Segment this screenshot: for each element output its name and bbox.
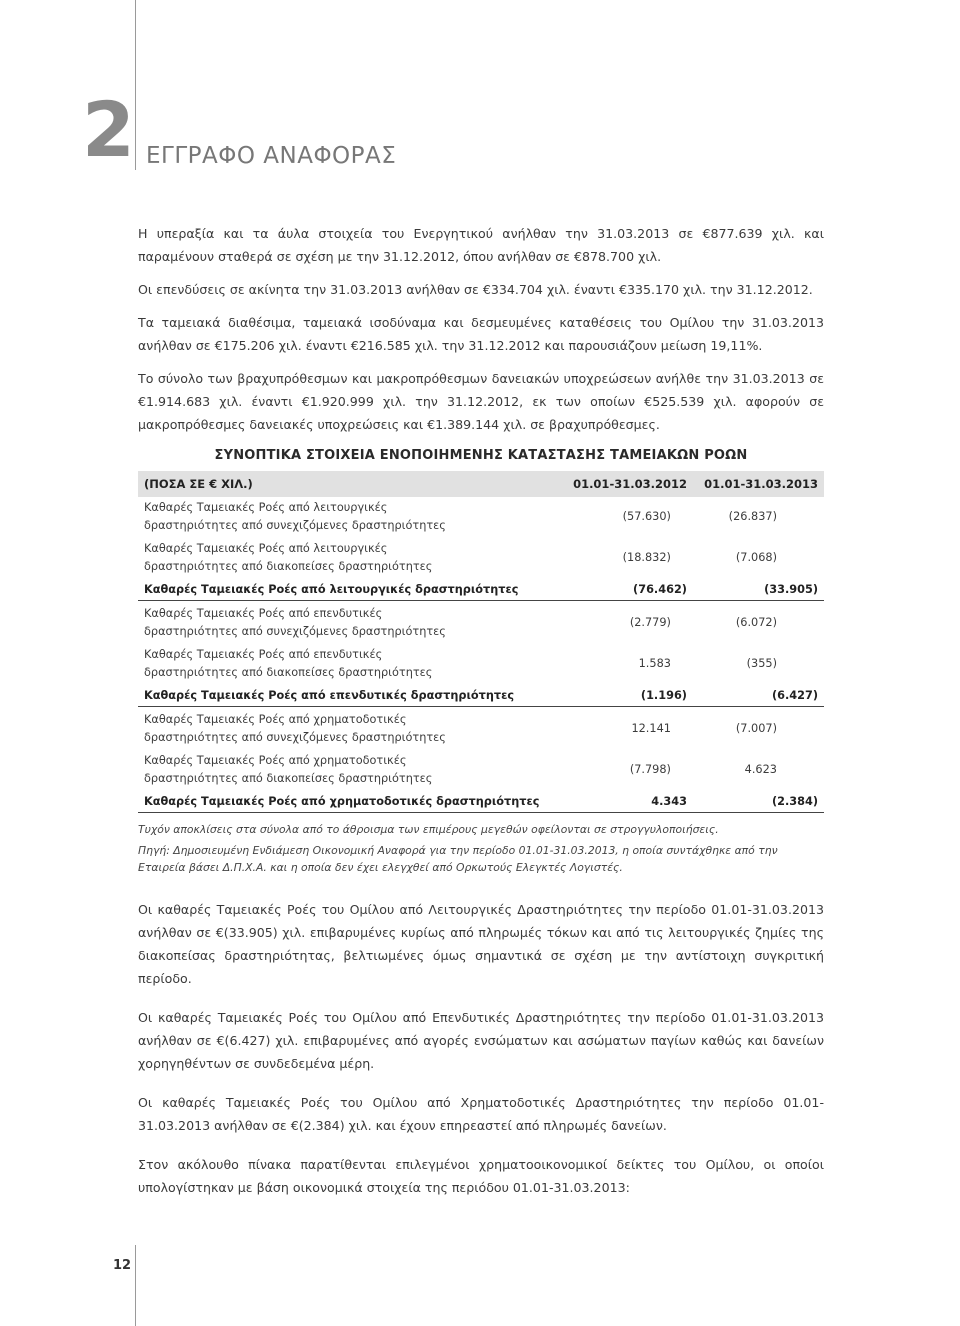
value-2013: (33.905) <box>693 579 824 601</box>
page-content <box>138 222 824 1215</box>
row-label: Καθαρές Ταμειακές Ροές από επενδυτικές δραστηριότητες <box>138 685 562 707</box>
row-label: Καθαρές Ταμειακές Ροές από λειτουργικές δραστηριότητες από διακοπείσες δραστηριότητες <box>138 538 562 579</box>
cash-flow-table <box>138 471 824 813</box>
table-notes <box>138 821 824 876</box>
row-label: Καθαρές Ταμειακές Ροές από χρηματοδοτικές δραστηριότητες από συνεχιζόμενες δραστηριότητες <box>138 707 562 750</box>
value-2012: 12.141 <box>562 707 693 750</box>
row-label: Καθαρές Ταμειακές Ροές από λειτουργικές δραστηριότητες από συνεχιζόμενες δραστηριότητες <box>138 497 562 538</box>
value-2012: (18.832) <box>562 538 693 579</box>
header-col-2013: 01.01-31.03.2013 <box>693 471 824 497</box>
table-total-row <box>138 685 824 707</box>
value-2013: (7.007) <box>693 707 824 750</box>
row-label: Καθαρές Ταμειακές Ροές από χρηματοδοτικές δραστηριότητες <box>138 791 562 813</box>
table-row <box>138 750 824 791</box>
table-row <box>138 497 824 538</box>
paragraph-investment-property: Οι επενδύσεις σε ακίνητα την 31.03.2013 ανήλθαν σε €334.704 χιλ. έναντι €335.170 χιλ. την 31.12.2012. <box>138 282 813 297</box>
value-2012: (2.779) <box>562 601 693 644</box>
table-header-row <box>138 471 824 497</box>
top-margin-rule <box>135 0 136 170</box>
value-2012: 4.343 <box>562 791 693 813</box>
value-2012: (76.462) <box>562 579 693 601</box>
table-row <box>138 601 824 644</box>
paragraph-operating-cf: Οι καθαρές Ταμειακές Ροές του Ομίλου από Λειτουργικές Δραστηριότητες την περίοδο 01.01-31.03.2013 ανήλθαν σε €(33.905) χιλ. επιβαρυμένες κυρίως από πληρωμές τόκων και από τις λειτουργικές ζημίες της διακοπείσας δραστηριότητας, βελτιωμένες όμως σημαντικά σε σχέση με την αντίστοιχη συγκριτική περίοδο. <box>138 902 824 986</box>
table-total-row <box>138 791 824 813</box>
row-label: Καθαρές Ταμειακές Ροές από λειτουργικές δραστηριότητες <box>138 579 562 601</box>
header-col-2012: 01.01-31.03.2012 <box>562 471 693 497</box>
paragraph-intangibles: Η υπεραξία και τα άυλα στοιχεία του Ενεργητικού ανήλθαν την 31.03.2013 σε €877.639 χιλ. και παραμένουν σταθερά σε σχέση με την 31.12.2012, όπου ανήλθαν σε €878.700 χιλ. <box>138 226 824 264</box>
value-2013: (7.068) <box>693 538 824 579</box>
value-2012: (57.630) <box>562 497 693 538</box>
header-label: (ΠΟΣΑ ΣΕ € ΧΙΛ.) <box>138 471 562 497</box>
paragraph-borrowings: Το σύνολο των βραχυπρόθεσμων και μακροπρόθεσμων δανειακών υποχρεώσεων ανήλθε την 31.03.2013 σε €1.914.683 χιλ. έναντι €1.920.999 χιλ. την 31.12.2012, εκ των οποίων €525.539 χιλ. αφορούν σε μακροπρόθεσμες δανειακές υποχρεώσεις και €1.389.144 χιλ. σε βραχυπρόθεσμες. <box>138 371 824 432</box>
table-title: ΣΥΝΟΠΤΙΚΑ ΣΤΟΙΧΕΙΑ ΕΝΟΠΟΙΗΜΕΝΗΣ ΚΑΤΑΣΤΑΣΗΣ ΤΑΜΕΙΑΚΩΝ ΡΟΩΝ <box>214 448 748 463</box>
paragraph-cash: Τα ταμειακά διαθέσιμα, ταμειακά ισοδύναμα και δεσμευμένες καταθέσεις του Ομίλου την 31.03.2013 ανήλθαν σε €175.206 χιλ. έναντι €216.585 χιλ. την 31.12.2012 και παρουσιάζουν μείωση 19,11%. <box>138 315 824 353</box>
row-label: Καθαρές Ταμειακές Ροές από χρηματοδοτικές δραστηριότητες από διακοπείσες δραστηριότητες <box>138 750 562 791</box>
bottom-margin-rule <box>135 1245 136 1326</box>
value-2013: (6.427) <box>693 685 824 707</box>
paragraph-ratios-intro: Στον ακόλουθο πίνακα παρατίθενται επιλεγμένοι χρηματοοικονομικοί δείκτες του Ομίλου, οι οποίοι υπολογίστηκαν με βάση οικονομικά στοιχεία της περιόδου 01.01-31.03.2013: <box>138 1157 824 1195</box>
paragraph-financing-cf: Οι καθαρές Ταμειακές Ροές του Ομίλου από Χρηματοδοτικές Δραστηριότητες την περίοδο 01.01-31.03.2013 ανήλθαν σε €(2.384) χιλ. και έχουν επηρεαστεί από πληρωμές δανείων. <box>138 1095 824 1133</box>
row-label: Καθαρές Ταμειακές Ροές από επενδυτικές δραστηριότητες από διακοπείσες δραστηριότητες <box>138 644 562 685</box>
page-number: 12 <box>113 1258 132 1273</box>
table-row <box>138 538 824 579</box>
value-2013: (6.072) <box>693 601 824 644</box>
row-label: Καθαρές Ταμειακές Ροές από επενδυτικές δραστηριότητες από συνεχιζόμενες δραστηριότητες <box>138 601 562 644</box>
chapter-title: ΕΓΓΡΑΦΟ ΑΝΑΦΟΡΑΣ <box>146 143 397 169</box>
table-total-row <box>138 579 824 601</box>
commentary <box>138 898 824 1199</box>
table-row <box>138 644 824 685</box>
rounding-note: Τυχόν αποκλίσεις στα σύνολα από το άθροισμα των επιμέρους μεγεθών οφείλονται σε στρογγυλοποιήσεις. <box>138 823 719 836</box>
value-2013: (2.384) <box>693 791 824 813</box>
source-note: Πηγή: Δημοσιευμένη Ενδιάμεση Οικονομική Αναφορά για την περίοδο 01.01-31.03.2013, η οποία συντάχθηκε από την Εταιρεία βάσει Δ.Π.Χ.Α. και η οποία δεν έχει ελεγχθεί από Ορκωτούς Ελεγκτές Λογιστές. <box>138 844 778 874</box>
value-2012: (1.196) <box>562 685 693 707</box>
chapter-number: 2 <box>82 85 133 174</box>
value-2013: (26.837) <box>693 497 824 538</box>
paragraph-investing-cf: Οι καθαρές Ταμειακές Ροές του Ομίλου από Επενδυτικές Δραστηριότητες την περίοδο 01.01-31.03.2013 ανήλθαν σε €(6.427) χιλ. επιβαρυμένες από αγορές ενσώματων και ασώματων παγίων καθώς και δανείων χορηγηθέντων σε συνδεδεμένα μέρη. <box>138 1010 824 1071</box>
value-2012: (7.798) <box>562 750 693 791</box>
value-2013: (355) <box>693 644 824 685</box>
table-row <box>138 707 824 750</box>
value-2013: 4.623 <box>693 750 824 791</box>
value-2012: 1.583 <box>562 644 693 685</box>
